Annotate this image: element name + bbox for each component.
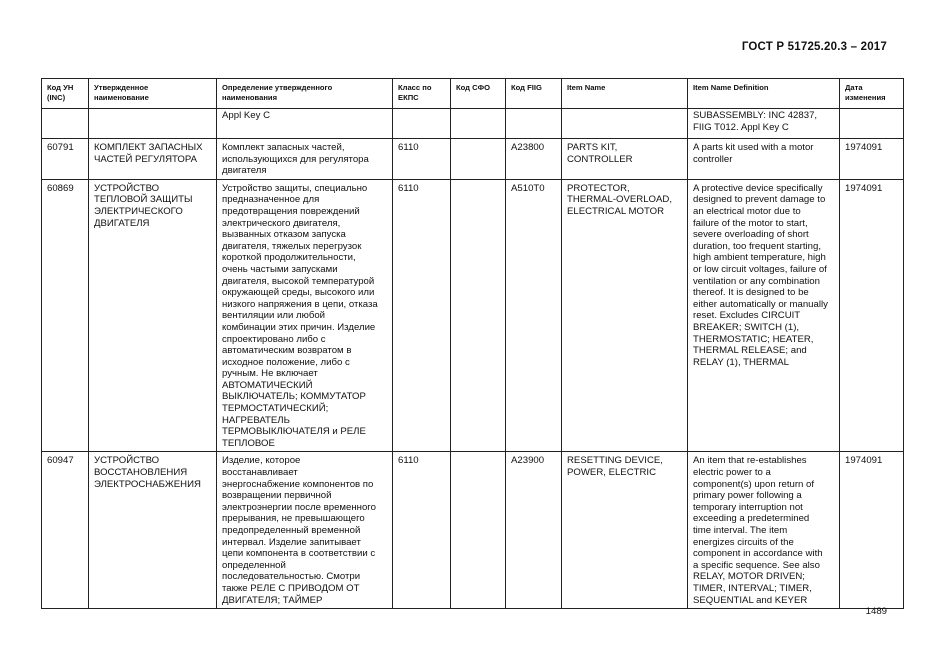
cell-definition-en: A parts kit used with a motor controller — [688, 139, 840, 180]
cell-definition-ru: Appl Key C — [217, 109, 393, 139]
header-fiig: Код FIIG — [506, 79, 562, 109]
cell-name-ru — [89, 109, 217, 139]
cell-fiig: A23900 — [506, 452, 562, 609]
cell-definition-ru: Изделие, которое восстанавливает энергоснабжение компонентов по возвращении первичной электроэнергии после временного прерывания, не превышающего предопределенный временной интервал. Изделие запитывает цепи компонента в соответствии с определенной последовательностью. Смотри также РЕЛЕ С ПРИВОДОМ ОТ ДВИГАТЕЛЯ; ТАЙМЕР — [217, 452, 393, 609]
cell-item-name: PROTECTOR, THERMAL-OVERLOAD, ELECTRICAL MOTOR — [562, 179, 688, 452]
cell-date: 1974091 — [840, 139, 904, 180]
cell-class: 6110 — [393, 179, 451, 452]
page-number: 1489 — [865, 606, 887, 617]
header-class: Класс по ЕКПС — [393, 79, 451, 109]
cell-date — [840, 109, 904, 139]
cell-date: 1974091 — [840, 179, 904, 452]
cell-name-ru: УСТРОЙСТВО ТЕПЛОВОЙ ЗАЩИТЫ ЭЛЕКТРИЧЕСКОГО ДВИГАТЕЛЯ — [89, 179, 217, 452]
cell-item-name: PARTS KIT, CONTROLLER — [562, 139, 688, 180]
cell-inc: 60947 — [42, 452, 89, 609]
table-row — [42, 139, 904, 180]
cell-definition-en: An item that re-establishes electric power to a component(s) upon return of primary power following a temporary interruption not exceeding a predetermined time interval. The item energizes circuits of the component in accordance with a specific sequence. See also RELAY, MOTOR DRIVEN; TIMER, INTERVAL; TIMER, SEQUENTIAL and KEYER — [688, 452, 840, 609]
table-header-row — [42, 79, 904, 109]
cell-fiig: A23800 — [506, 139, 562, 180]
table-row — [42, 179, 904, 452]
cell-class — [393, 109, 451, 139]
cell-name-ru: УСТРОЙСТВО ВОССТАНОВЛЕНИЯ ЭЛЕКТРОСНАБЖЕНИЯ — [89, 452, 217, 609]
table-row — [42, 452, 904, 609]
cell-inc: 60869 — [42, 179, 89, 452]
header-item-name: Item Name — [562, 79, 688, 109]
cell-fiig: A510T0 — [506, 179, 562, 452]
header-name-ru: Утвержденное наименование — [89, 79, 217, 109]
cell-date: 1974091 — [840, 452, 904, 609]
cell-fiig — [506, 109, 562, 139]
cell-definition-en: A protective device specifically designed to prevent damage to an electrical motor due to failure of the motor to start, severe overloading of short duration, too frequent starting, high ambient temperature, high or low circuit voltages, failure of ventilation or any combination thereof. It is designed to be either automatically or manually reset. Excludes CIRCUIT BREAKER; SWITCH (1), THERMOSTATIC; HEATER, THERMAL RELEASE; and RELAY (1), THERMAL — [688, 179, 840, 452]
catalog-table — [41, 78, 904, 609]
cell-inc — [42, 109, 89, 139]
header-date: Дата изменения — [840, 79, 904, 109]
table-row-continuation — [42, 109, 904, 139]
cell-item-name: RESETTING DEVICE, POWER, ELECTRIC — [562, 452, 688, 609]
document-standard-header: ГОСТ Р 51725.20.3 – 2017 — [741, 41, 887, 53]
cell-sfo — [451, 179, 506, 452]
cell-class: 6110 — [393, 139, 451, 180]
header-inc: Код УН (INC) — [42, 79, 89, 109]
cell-sfo — [451, 109, 506, 139]
cell-name-ru: КОМПЛЕКТ ЗАПАСНЫХ ЧАСТЕЙ РЕГУЛЯТОРА — [89, 139, 217, 180]
header-definition-ru: Определение утвержденного наименования — [217, 79, 393, 109]
cell-definition-ru: Комплект запасных частей, использующихся для регулятора двигателя — [217, 139, 393, 180]
cell-class: 6110 — [393, 452, 451, 609]
cell-inc: 60791 — [42, 139, 89, 180]
cell-item-name — [562, 109, 688, 139]
cell-sfo — [451, 139, 506, 180]
cell-definition-en: SUBASSEMBLY: INC 42837, FIIG T012. Appl Key C — [688, 109, 840, 139]
header-sfo: Код СФО — [451, 79, 506, 109]
cell-definition-ru: Устройство защиты, специально предназначенное для предотвращения повреждений электрического двигателя, вызванных отказом запуска двигателя, тяжелых перегрузок короткой продолжительности, очень частыми запусками двигателя, высокой температурой окружающей среды, высокого или низкого напряжения в цепи, отказа вентиляции или любой комбинации этих причин. Изделие спроектировано либо с автоматическим возвратом в исходное положение, либо с ручным. Не включает АВТОМАТИЧЕСКИЙ ВЫКЛЮЧАТЕЛЬ; КОММУТАТОР ТЕРМОСТАТИЧЕСКИЙ; НАГРЕВАТЕЛЬ ТЕРМОВЫКЛЮЧАТЕЛЯ и РЕЛЕ ТЕПЛОВОЕ — [217, 179, 393, 452]
header-item-name-definition: Item Name Definition — [688, 79, 840, 109]
cell-sfo — [451, 452, 506, 609]
